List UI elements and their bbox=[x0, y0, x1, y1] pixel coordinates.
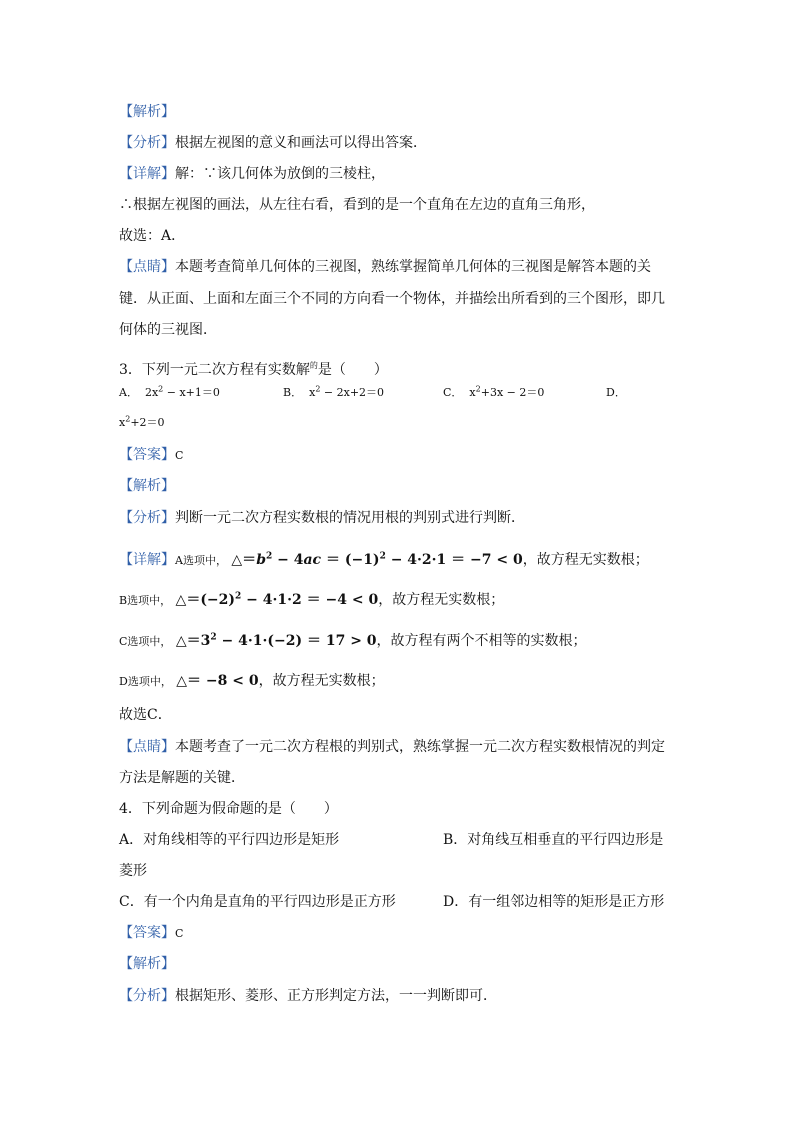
q4-jiexi-label: 【解析】 bbox=[119, 956, 175, 972]
q4-answer-line bbox=[119, 923, 183, 944]
q3-option-b-rest: − 2x+2＝0 bbox=[320, 386, 385, 399]
q3-option-d-exp: 2 bbox=[125, 414, 131, 424]
q4-answer-label: 【答案】 bbox=[119, 925, 175, 941]
q3-stem-end: 是（ ） bbox=[317, 362, 388, 378]
q3-option-c-rest: +3x − 2＝0 bbox=[480, 386, 545, 399]
q3-fenxi-text: 判断一元二次方程实数根的情况用根的判别式进行判断． bbox=[175, 510, 525, 526]
q3-option-a-exp: 2 bbox=[158, 384, 164, 394]
q4-fenxi-label: 【分析】 bbox=[119, 988, 175, 1004]
q3-option-d-base: x bbox=[119, 416, 126, 429]
q3-option-b bbox=[283, 383, 384, 403]
q3-case-a bbox=[119, 550, 649, 571]
q3-dianjing-text-1: 本题考查了一元二次方程根的判别式，熟练掌握一元二次方程实数根情况的判定 bbox=[175, 739, 665, 755]
q3-xiangjie-label: 【详解】 bbox=[119, 552, 175, 568]
q2-xiangjie-pre: 解： bbox=[175, 166, 203, 182]
q2-dianjing-line-1 bbox=[119, 257, 651, 277]
q3-fenxi-line bbox=[119, 508, 525, 528]
q4-option-b: B．对角线互相垂直的平行四边形是 bbox=[443, 832, 664, 848]
q3-option-b-base: x bbox=[309, 386, 316, 399]
q3-guxuan-text: 故选C． bbox=[119, 707, 172, 723]
q2-fenxi-text: 根据左视图的意义和画法可以得出答案． bbox=[175, 135, 427, 151]
q3-dianjing-line-1 bbox=[119, 737, 665, 757]
q3-case-b-suffix: ，故方程无实数根； bbox=[378, 592, 505, 608]
q3-option-c bbox=[443, 383, 544, 403]
dianjing-label: 【点睛】 bbox=[119, 259, 175, 275]
q3-case-b-formula: $\triangle=(-2)^2 - 4\cdot 1\cdot 2 = -4 < 0$ bbox=[175, 591, 379, 608]
q3-option-a-base: 2x bbox=[144, 386, 159, 399]
q2-xiangjie-line bbox=[119, 164, 385, 184]
q3-option-b-exp: 2 bbox=[315, 384, 321, 394]
q3-answer-label: 【答案】 bbox=[119, 447, 175, 463]
q3-case-d bbox=[119, 671, 385, 692]
q3-option-a-rest: − x+1＝0 bbox=[163, 386, 220, 399]
q2-because-text: ∵该几何体为放倒的三棱柱， bbox=[203, 166, 385, 182]
q3-option-d bbox=[119, 413, 165, 433]
q3-stem bbox=[119, 356, 388, 380]
q3-case-a-suffix: ，故方程无实数根； bbox=[522, 552, 649, 568]
q2-therefore-text: ∴根据左视图的画法，从左往右看，看到的是一个直角在左边的直角三角形， bbox=[119, 197, 595, 213]
q3-answer-line bbox=[119, 445, 183, 466]
q4-fenxi-line bbox=[119, 986, 497, 1006]
q3-case-c-suffix: ，故方程有两个不相等的实数根； bbox=[376, 633, 587, 649]
q4-option-a: A．对角线相等的平行四边形是矩形 bbox=[119, 832, 340, 848]
q3-case-b bbox=[119, 590, 504, 611]
q3-answer-value: C bbox=[175, 449, 184, 462]
q3-option-d-label: D． bbox=[606, 386, 626, 399]
q4-answer-value: C bbox=[175, 927, 184, 940]
xiangjie-label: 【详解】 bbox=[119, 166, 175, 182]
q3-case-c bbox=[119, 631, 587, 652]
q2-fenxi-line bbox=[119, 133, 427, 153]
q3-option-c-exp: 2 bbox=[475, 384, 481, 394]
q3-stem-de: 的 bbox=[309, 361, 318, 370]
q4-option-c: C．有一个内角是直角的平行四边形是正方形 bbox=[119, 894, 396, 910]
q3-option-b-label: B． bbox=[283, 386, 303, 399]
q2-guxuan-text: 故选：A． bbox=[119, 228, 186, 244]
q3-case-a-formula: $\triangle=b^2 - 4ac = (-1)^2 - 4\cdot 2\cdot 1 = -7 < 0$ bbox=[231, 551, 523, 568]
q3-jiexi-label: 【解析】 bbox=[119, 478, 175, 494]
q3-case-d-formula: △＝ −8 < 0 bbox=[176, 673, 259, 689]
q3-option-a bbox=[119, 383, 220, 403]
q3-case-a-prefix: A选项中， bbox=[175, 554, 227, 567]
q4-stem: 4．下列命题为假命题的是（ ） bbox=[119, 801, 338, 817]
q2-dianjing-text-2: 键．从正面、上面和左面三个不同的方向看一个物体，并描绘出所看到的三个图形，即几 bbox=[119, 291, 665, 307]
q3-case-d-prefix: D选项中， bbox=[119, 675, 172, 688]
q3-case-b-prefix: B选项中， bbox=[119, 594, 172, 607]
q2-dianjing-text-3: 何体的三视图． bbox=[119, 322, 217, 338]
q3-dianjing-label: 【点睛】 bbox=[119, 739, 175, 755]
q3-dianjing-text-2: 方法是解题的关键． bbox=[119, 770, 245, 786]
q3-case-c-prefix: C选项中， bbox=[119, 635, 172, 648]
q3-option-c-base: x bbox=[469, 386, 476, 399]
q2-dianjing-text-1: 本题考查简单几何体的三视图，熟练掌握简单几何体的三视图是解答本题的关 bbox=[175, 259, 651, 275]
q3-option-d-rest: +2＝0 bbox=[130, 416, 165, 429]
q3-stem-text: 3．下列一元二次方程有实数解 bbox=[119, 362, 310, 378]
q3-case-d-suffix: ，故方程无实数根； bbox=[258, 673, 385, 689]
q3-option-a-label: A． bbox=[119, 386, 138, 399]
q4-fenxi-text: 根据矩形、菱形、正方形判定方法，一一判断即可． bbox=[175, 988, 497, 1004]
q4-option-b-cont: 菱形 bbox=[119, 863, 147, 879]
fenxi-label: 【分析】 bbox=[119, 135, 175, 151]
jiexi-label: 【解析】 bbox=[119, 104, 175, 120]
q4-option-d: D．有一组邻边相等的矩形是正方形 bbox=[443, 894, 665, 910]
q3-option-c-label: C． bbox=[443, 386, 463, 399]
q3-case-c-formula: $\triangle=3^2 - 4\cdot 1\cdot(-2) = 17 > 0$ bbox=[175, 632, 377, 649]
q3-fenxi-label: 【分析】 bbox=[119, 510, 175, 526]
